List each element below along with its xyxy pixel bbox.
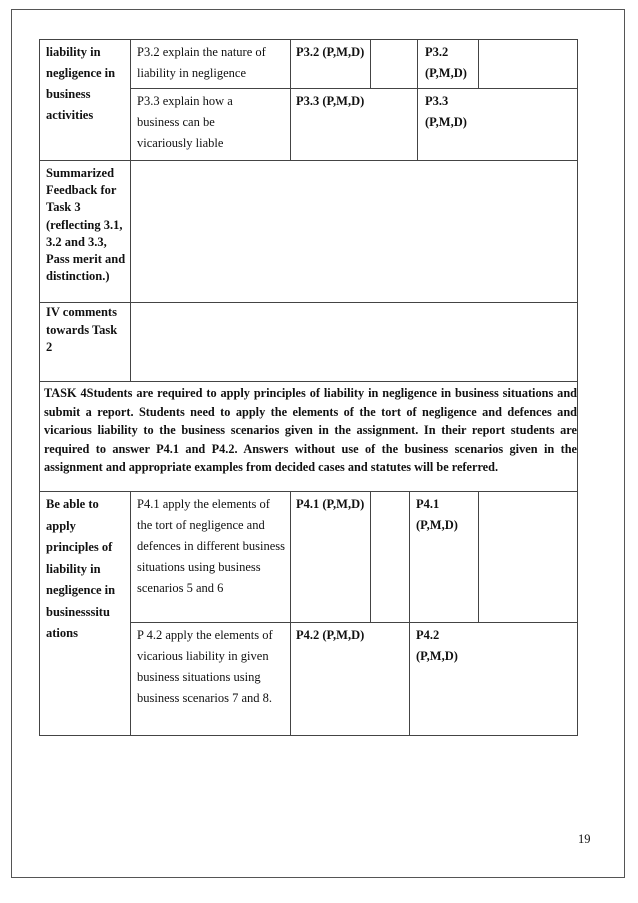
column-divider (290, 491, 291, 736)
grade-code: P3.3 (P,M,D) (296, 94, 365, 108)
row-divider (39, 302, 578, 303)
column-divider (130, 39, 131, 382)
column-divider (577, 39, 578, 736)
column-divider (130, 491, 131, 736)
row-divider (39, 491, 578, 492)
row-divider (39, 381, 578, 382)
criterion-text: P4.1 apply the elements of the tort of negligence and defences in different business situations using business scenarios 5 and 6 (137, 497, 285, 595)
row-divider (130, 622, 578, 623)
grade-code: P3.2 (P,M,D) (425, 45, 467, 80)
grade-code: P4.2 (P,M,D) (416, 628, 458, 663)
column-divider (370, 39, 371, 89)
grade-code: P4.2 (P,M,D) (296, 628, 365, 642)
criterion-text: P3.2 explain the nature of liability in negligence (137, 45, 266, 80)
outcome-label: Be able to apply principles of liability in negligence in businesssitu ations (46, 497, 116, 640)
feedback-label: Summarized Feedback for Task 3 (reflecting 3.1, 3.2 and 3.3, Pass merit and distinction.) (46, 166, 126, 284)
page-number: 19 (578, 832, 591, 846)
column-divider (290, 39, 291, 161)
criterion-text: P3.3 explain how a business can be vicariously liable (137, 94, 233, 150)
grade-code: P4.1 (P,M,D) (296, 497, 365, 511)
column-divider (417, 39, 418, 161)
column-divider (478, 39, 479, 89)
column-divider (409, 491, 410, 736)
column-divider (478, 491, 479, 623)
grade-code: P4.1 (P,M,D) (416, 497, 458, 532)
row-divider (39, 160, 578, 161)
column-divider (39, 39, 40, 736)
row-divider (130, 88, 578, 89)
table-top-rule (39, 39, 578, 40)
grade-code: P3.3 (P,M,D) (425, 94, 467, 129)
criterion-text: P 4.2 apply the elements of vicarious liability in given business situations using business scenarios 7 and 8. (137, 628, 273, 705)
iv-comments-label: IV comments towards Task 2 (46, 305, 118, 354)
table-bottom-rule (39, 735, 578, 736)
task4-description: TASK 4Students are required to apply principles of liability in negligence in business situations and submit a report. Students need to apply the elements of the tort of negligence and defences and vicarious liability to the business scenarios given in the assignment. In their report students are required to answer P4.1 and P4.2. Answers without use of the business scenarios given in the assignment and appropriate examples from decided cases and statutes will be referred. (44, 386, 577, 474)
column-divider (370, 491, 371, 623)
grade-code: P3.2 (P,M,D) (296, 45, 365, 59)
outcome-label: liability in negligence in business activities (46, 45, 116, 122)
